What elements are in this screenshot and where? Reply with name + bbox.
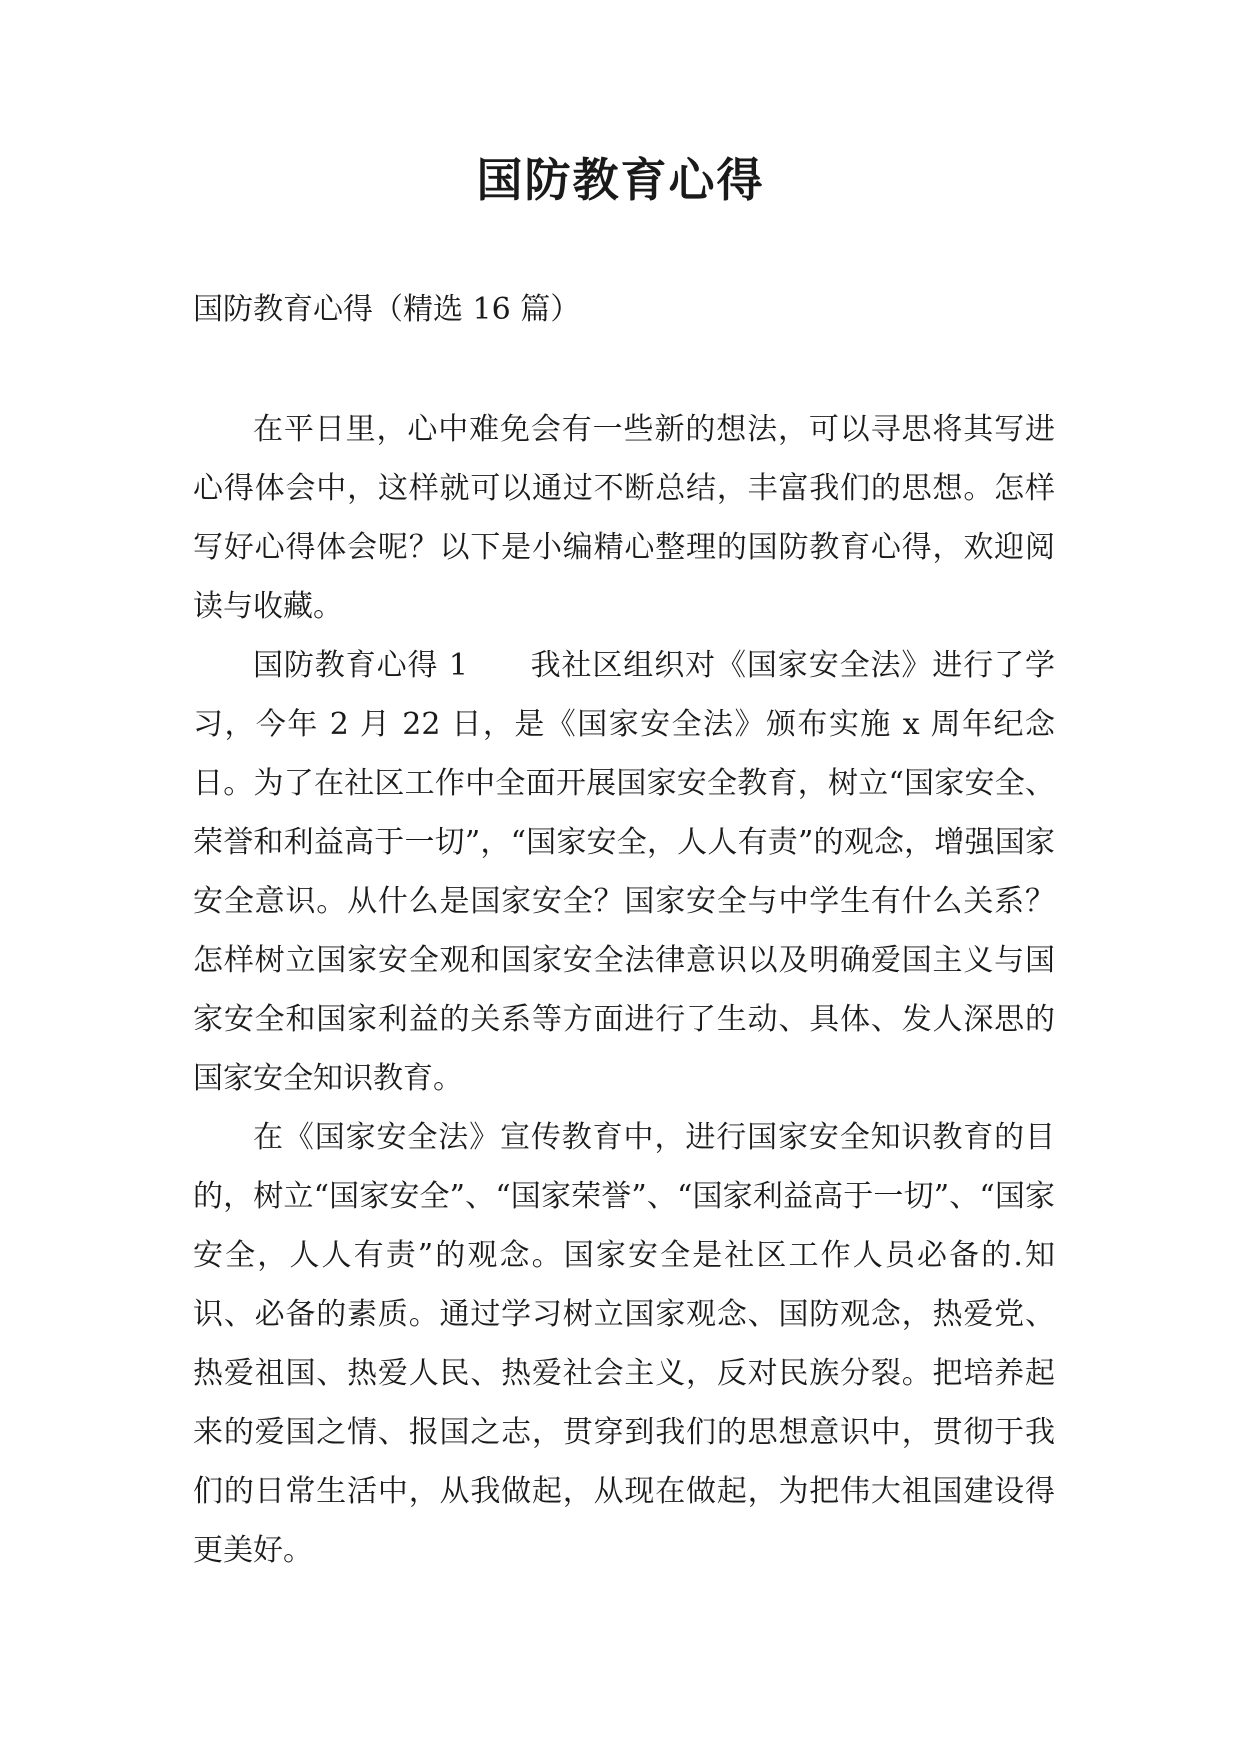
document-title: 国防教育心得 — [476, 153, 765, 207]
document-subtitle: 国防教育心得（精选 16 篇） — [193, 292, 581, 327]
document-body — [193, 400, 1055, 1580]
paragraph-intro: 在平日里，心中难免会有一些新的想法，可以寻思将其写进心得体会中，这样就可以通过不断总结，丰富我们的思想。怎样写好心得体会呢？以下是小编精心整理的国防教育心得，欢迎阅读与收藏。 — [193, 412, 1055, 624]
paragraph-essay-1: 国防教育心得 1 我社区组织对《国家安全法》进行了学习，今年 2 月 22 日，是《国家安全法》颁布实施 x 周年纪念日。为了在社区工作中全面开展国家安全教育，树立“国家安全、荣誉和利益高于一切”，“国家安全，人人有责”的观念，增强国家安全意识。从什么是国家安全？国家安全与中学生有什么关系？怎样树立国家安全观和国家安全法律意识以及明确爱国主义与国家安全和国家利益的关系等方面进行了生动、具体、发人深思的国家安全知识教育。 — [193, 648, 1055, 1096]
paragraph-essay-1-continued: 在《国家安全法》宣传教育中，进行国家安全知识教育的目的，树立“国家安全”、“国家荣誉”、“国家利益高于一切”、“国家安全，人人有责”的观念。国家安全是社区工作人员必备的.知识、必备的素质。通过学习树立国家观念、国防观念，热爱党、热爱祖国、热爱人民、热爱社会主义，反对民族分裂。把培养起来的爱国之情、报国之志，贯穿到我们的思想意识中，贯彻于我们的日常生活中，从我做起，从现在做起，为把伟大祖国建设得更美好。 — [193, 1120, 1055, 1568]
